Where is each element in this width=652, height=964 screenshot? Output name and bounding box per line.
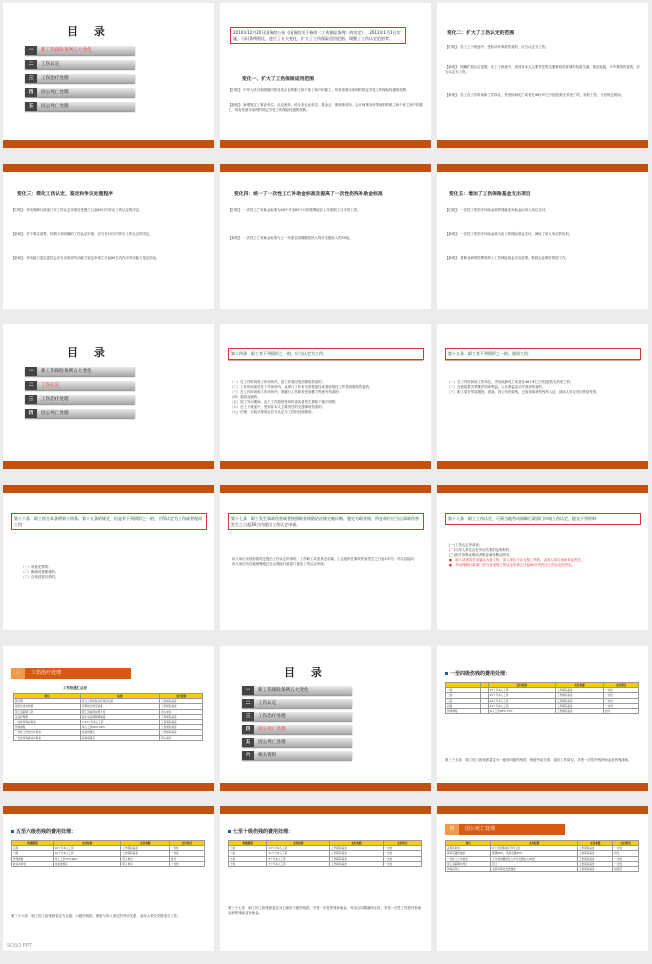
article-list bbox=[447, 380, 637, 395]
table-row: 八级 11个月本人工资 工伤保险基金 一次性 bbox=[229, 851, 422, 856]
list-item: （二）工作时间前后在工作场所内，从事与工作有关的预备性或者收尾性工作受到事故伤害的； bbox=[230, 385, 373, 389]
toc-title: 目 录 bbox=[67, 346, 111, 359]
slide-bottom-bar bbox=[220, 140, 431, 148]
article-list bbox=[21, 565, 201, 580]
slide-toc-3[interactable] bbox=[220, 646, 431, 791]
slide-disability-5-6[interactable] bbox=[3, 806, 214, 951]
list-item: （三）职工原在军队服役，因战、因公负伤致残，已取得革命伤残军人证，到用人单位后旧伤复发的。 bbox=[447, 390, 600, 394]
slide-disability-7-10[interactable] bbox=[220, 806, 431, 951]
article-paragraph: 用人单位未按前款规定提出工伤认定申请的，工伤职工或者其近亲属、工会组织在事故伤害发生之日起1年内，可以直接向用人单位所在地统筹地区社会保险行政部门提出工伤认定申请。 bbox=[232, 557, 414, 566]
slide-top-bar bbox=[220, 485, 431, 493]
toc-item-5[interactable]: 五 因公死亡处理 bbox=[25, 102, 135, 111]
new-rule-text-2: 【新规】：员工在工作时间和工作岗位，突发疾病死亡或者在48小时之内经抢救无效死亡的，视同工伤，与旧规定相同。 bbox=[445, 93, 624, 97]
section-header bbox=[445, 824, 565, 835]
list-item: （六）在上下班途中，受到非本人主要责任的交通事故伤害的； bbox=[230, 405, 325, 409]
article-note: 第三十六条 职工因工致残被鉴定为五级、六级伤残的，保留与用人单位的劳动关系，由用人单位安排适当工作。 bbox=[11, 914, 181, 918]
toc-item-1[interactable]: 一 新工伤保险条例五大变化 bbox=[25, 367, 135, 376]
table-row: 一次性工亡补助金 上年度城镇居民人均可支配收入20倍 工伤保险基金 一次性 bbox=[446, 856, 639, 861]
new-rule-text-2: 【新规】：将职业病预防费用纳入工伤保险基金支出范围，鼓励企业做好预防工作。 bbox=[445, 256, 569, 260]
list-item: （二）在抢险救灾等维护国家利益、公共利益活动中受到伤害的； bbox=[447, 385, 546, 389]
slide-bottom-bar bbox=[220, 461, 431, 469]
table-row: 九级 9个月本人工资 工伤保险基金 一次性 bbox=[229, 856, 422, 861]
toc-item-2[interactable]: 二 工伤认定 bbox=[25, 60, 135, 69]
list-item: （五）因工外出期间，由于工作原因受到伤害或者发生事故下落不明的； bbox=[230, 400, 339, 404]
slide-top-bar bbox=[220, 164, 431, 172]
slide-intro[interactable] bbox=[220, 3, 431, 148]
change-one-heading: 变化一、扩大了工伤保险适用范围 bbox=[242, 77, 314, 82]
table-row: 一次性伤残补助金 7-27个月本人工资 工伤保险基金 bbox=[14, 719, 203, 724]
slide-top-bar bbox=[437, 164, 648, 172]
list-item: (一)工伤认定申请表； bbox=[449, 543, 483, 547]
slide-top-bar bbox=[437, 485, 648, 493]
table-row: 五级 18个月本人工资 工伤保险基金 一次性 bbox=[12, 846, 205, 851]
old-rule-text: 【旧规】：一次性工伤医疗补助金和伤残就业补助金由用人单位支付。 bbox=[445, 208, 549, 212]
table-row: 就业补助金 按省级规定 用人单位 一次性 bbox=[12, 861, 205, 866]
table-row: 停工留薪期内死亡 同上 工伤保险基金 一次性 bbox=[446, 861, 639, 866]
list-item: (二)与用人单位存在劳动关系的证明材料； bbox=[449, 548, 513, 552]
table-row: 伤残津贴 本人工资70%-60% 用人单位 按月 bbox=[12, 856, 205, 861]
list-item: （三）自残或者自杀的。 bbox=[21, 575, 59, 579]
table-row: 四级 21个月本人工资 工伤保险基金 一次性 bbox=[446, 703, 639, 708]
death-table: 项目 支付标准 支付来源 支付形式 丧葬补助金 6个月统筹地区平均工资 工伤保险基金 一次性 供养亲属抚恤金 配偶40%，其他亲属30% 工伤保险基金 按月 一次性工亡补助金 上年度城镇居民人均可支配收入20倍 工伤保险基金 一次性 停工留薪期内死亡 同上 工伤保险基金 一次性 伤残后死亡 丧葬补助金及抚恤金 工伤保险基金 按规定 bbox=[445, 840, 639, 872]
watermark: SOSO PPT bbox=[7, 943, 32, 949]
table-row: 一级 27个月本人工资 工伤保险基金 一次性 bbox=[446, 688, 639, 693]
treatment-table: 项目 标准 支付渠道 医疗费 符合工伤保险诊疗项目目录 工伤保险基金 住院伙食补助费 统筹地区规定标准 工伤保险基金 停工留薪期工资 原工资福利待遇不变 用人单位 生活护理费 按生活自理障碍等级 工伤保险基金 一次性伤残补助金 7-27个月本人工资 工伤保险基金 伤残津贴 本人工资60%-90% 工伤保险基金 一次性工伤医疗补助金 按省级规定 工伤保险基金 一次性伤残就业补助金 按省级规定 用人单位 bbox=[13, 693, 203, 741]
table-row: 六级 16个月本人工资 工伤保险基金 一次性 bbox=[12, 851, 205, 856]
red-note: ● 职工或者其近亲属认为是工伤，用人单位不认为是工伤的，由用人单位承担举证责任。 bbox=[449, 558, 585, 562]
old-rule-text: 【旧规】：一次性工亡补助金标准为48个月至60个月的统筹地区上年度职工月平均工资。 bbox=[228, 208, 361, 212]
slide-top-bar bbox=[3, 164, 214, 172]
slide-toc-1[interactable] bbox=[3, 3, 214, 148]
table-row: 二级 25个月本人工资 工伤保险基金 一次性 bbox=[446, 693, 639, 698]
toc-item-2[interactable]: 二 工伤认定 bbox=[25, 381, 135, 390]
slide-bottom-bar bbox=[437, 461, 648, 469]
slide-toc-2[interactable] bbox=[3, 324, 214, 469]
change-two-heading: 变化二：扩大了工伤认定的范围 bbox=[447, 31, 515, 36]
slide-bottom-bar bbox=[437, 783, 648, 791]
intro-box: 2010年12月20日国务院公布《国务院关于修改〈工伤保险条例〉的决定》，2011年1月1日实施，与旧条例相比，进行了五大变化，扩大了工伤保险适用范围、调整了工伤认定范围等。 bbox=[230, 27, 406, 44]
table-row: 伤残津贴 本人工资60%-90% 工伤保险基金 bbox=[14, 725, 203, 730]
article-box: 第十八条 职工工伤认定，可到当地劳动保障行政部门申请工伤认定，提交下列材料： bbox=[445, 513, 641, 525]
toc-title: 目 录 bbox=[67, 25, 111, 38]
toc-item-3[interactable]: 三 工伤治疗处理 bbox=[25, 74, 135, 83]
list-item: （四）患职业病的； bbox=[230, 395, 261, 399]
list-item: （三）在工作时间和工作场所内，因履行工作职责受到暴力等意外伤害的； bbox=[230, 390, 342, 394]
toc-item-6[interactable]: 六 相关资料 bbox=[242, 751, 352, 760]
new-rule-text-2: 【新规】：劳动能力鉴定委员会应当自收到劳动能力鉴定申请之日起60日内作出劳动能力鉴定结论。 bbox=[11, 256, 160, 260]
slide-bottom-bar bbox=[437, 140, 648, 148]
disability-table: 伤残级别 支付标准 支付来源 支付形式 七级 13个月本人工资 工伤保险基金 一次性 八级 11个月本人工资 工伤保险基金 一次性 九级 9个月本人工资 工伤保险基金 一次性 十级 7个月本人工资 工伤保险基金 一次性 bbox=[228, 840, 422, 867]
table-row: 一次性伤残就业补助金 按省级规定 用人单位 bbox=[14, 735, 203, 740]
slide-top-bar bbox=[437, 806, 648, 814]
toc-item-1[interactable]: 一 新工伤保险条例五大变化 bbox=[242, 686, 352, 695]
old-rule-text: 【旧规】：员工上下班途中，受机动车事故伤害的，应当认定为工伤。 bbox=[445, 45, 549, 49]
table-row: 住院伙食补助费 统筹地区规定标准 工伤保险基金 bbox=[14, 704, 203, 709]
section-number: 四 bbox=[445, 824, 459, 835]
slide-change-three[interactable] bbox=[3, 164, 214, 309]
change-three-heading: 变化三：简化工伤认定、鉴定和争议处理程序 bbox=[17, 192, 113, 197]
slide-change-five[interactable] bbox=[437, 164, 648, 309]
table-row: 十级 7个月本人工资 工伤保险基金 一次性 bbox=[229, 861, 422, 866]
divider bbox=[228, 360, 423, 361]
slide-top-bar bbox=[3, 806, 214, 814]
list-item: （七）法律、行政法规规定应当认定为工伤的其他情形。 bbox=[230, 410, 315, 414]
list-item: （一）故意犯罪的； bbox=[21, 565, 52, 569]
table-row: 伤残津贴 本人工资90%-75% 工伤保险基金 按月 bbox=[446, 708, 639, 713]
section-title: 工伤治疗处理 bbox=[31, 670, 62, 676]
section-title: 因公死亡处理 bbox=[465, 826, 496, 832]
section-heading: 五至六级伤残的费用处理： bbox=[11, 828, 76, 835]
table-row: 七级 13个月本人工资 工伤保险基金 一次性 bbox=[229, 846, 422, 851]
slide-article-18[interactable] bbox=[437, 485, 648, 630]
article-note: 第三十七条 职工因工致残被鉴定为七级至十级伤残的，享受一次性伤残补助金，劳动合同期满终止时，享受一次性工伤医疗补助金和伤残就业补助金。 bbox=[228, 906, 422, 915]
red-note: ● 劳动保障行政部门应当自受理工伤认定申请之日起60日内作出工伤认定的决定。 bbox=[449, 563, 575, 567]
slide-bottom-bar bbox=[220, 783, 431, 791]
old-rule-text: 【旧规】：中华人民共和国境内的各类企业的职工和个体工商户的雇工，均有依照本条例的规定享受工伤保险待遇的权利。 bbox=[228, 88, 410, 92]
slide-bottom-bar bbox=[3, 783, 214, 791]
change-four-heading: 变化四：统一了一次性工亡补助金标准及提高了一次性伤残补助金标准 bbox=[234, 192, 383, 197]
slide-treatment-table[interactable] bbox=[3, 646, 214, 791]
toc-item-5[interactable]: 五 因公死亡处理 bbox=[242, 738, 352, 747]
new-rule-text: 【新规】：一次性工亡补助金标准为上一年度全国城镇居民人均可支配收入的20倍。 bbox=[228, 236, 353, 240]
article-note: 第三十五条 职工因工致残被鉴定为一级至四级伤残的，保留劳动关系，退出工作岗位，享受一次性伤残补助金及伤残津贴。 bbox=[445, 758, 632, 762]
section-heading: 七至十级伤残的费用处理： bbox=[228, 828, 293, 835]
toc-item-4[interactable]: 四 因公死亡处理 bbox=[242, 725, 352, 734]
new-rule-text: 【新规】：对于事实清楚、权利义务明确的工伤认定申请，应当在15日内作出工伤认定的决定。 bbox=[11, 232, 153, 236]
slide-change-four[interactable] bbox=[220, 164, 431, 309]
section-header bbox=[11, 668, 131, 679]
article-box: 第十五条 职工有下列情形之一的，视同工伤： bbox=[445, 348, 641, 360]
slide-article-15[interactable] bbox=[437, 324, 648, 469]
slide-change-two[interactable] bbox=[437, 3, 648, 148]
slide-bottom-bar bbox=[3, 140, 214, 148]
table-row: 停工留薪期工资 原工资福利待遇不变 用人单位 bbox=[14, 709, 203, 714]
slide-disability-1-4[interactable] bbox=[437, 646, 648, 791]
list-item: （一）在工作时间和工作场所内，因工作原因受到事故伤害的； bbox=[230, 380, 325, 384]
list-item: （二）醉酒或者吸毒的； bbox=[21, 570, 59, 574]
toc-item-3[interactable]: 三 工伤治疗处理 bbox=[242, 712, 352, 721]
divider bbox=[445, 360, 640, 361]
disability-table: 支付标准 支付来源 支付形式 一级 27个月本人工资 工伤保险基金 一次性 二级 25个月本人工资 工伤保险基金 一次性 三级 23个月本人工资 工伤保险基金 一次性 四级 21个月本人工资 工伤保险基金 一次性 伤残津贴 本人工资90%-75% 工伤保险基金 按月 bbox=[445, 682, 639, 714]
article-box: 第十七条 职工发生事故伤害或者按照职业病防治法规定被诊断、鉴定为职业病，所在单位应当自事故伤害发生之日起30日内提出工伤认定申请。 bbox=[228, 513, 424, 530]
table-row: 医疗费 符合工伤保险诊疗项目目录 工伤保险基金 bbox=[14, 699, 203, 704]
slide-top-bar bbox=[220, 806, 431, 814]
slide-article-17[interactable] bbox=[220, 485, 431, 630]
toc-item-2[interactable]: 二 工伤认定 bbox=[242, 699, 352, 708]
slide-top-bar bbox=[3, 485, 214, 493]
section-number: 三 bbox=[11, 668, 25, 679]
slide-article-16[interactable] bbox=[3, 485, 214, 630]
slide-bottom-bar bbox=[3, 461, 214, 469]
change-five-heading: 变化五：增加了工伤保险基金支出项目 bbox=[449, 192, 531, 197]
slide-article-14[interactable] bbox=[220, 324, 431, 469]
table-row: 伤残后死亡 丧葬补助金及抚恤金 工伤保险基金 按规定 bbox=[446, 866, 639, 871]
section-heading: 一至四级伤残的费用处理： bbox=[445, 670, 510, 677]
table-row: 生活护理费 按生活自理障碍等级 工伤保险基金 bbox=[14, 714, 203, 719]
slide-death-handling[interactable] bbox=[437, 806, 648, 951]
table-row: 一次性工伤医疗补助金 按省级规定 工伤保险基金 bbox=[14, 730, 203, 735]
disability-table: 伤残级别 支付标准 支付来源 支付形式 五级 18个月本人工资 工伤保险基金 一次性 六级 16个月本人工资 工伤保险基金 一次性 伤残津贴 本人工资70%-60% 用人单位 按月 就业补助金 按省级规定 用人单位 一次性 bbox=[11, 840, 205, 867]
old-rule-text: 【旧规】：劳动保障行政部门对工伤认定申请在受理之日起60日内作出工伤认定的决定。 bbox=[11, 208, 143, 212]
toc-item-4[interactable]: 四 因公死亡处理 bbox=[25, 409, 135, 418]
table-row: 丧葬补助金 6个月统筹地区平均工资 工伤保险基金 一次性 bbox=[446, 846, 639, 851]
new-rule-text: 【新规】：明确扩展认定范围，在上下班途中，受到非本人主要责任的交通事故或者城市轨道交通、客运轮渡、火车事故伤害的，应当认定为工伤。 bbox=[445, 65, 640, 74]
new-rule-text: 【新规】：新增规定了事业单位、社会团体、民办非企业单位、基金会、律师事务所、会计师事务所等组织的职工和个体工商户的雇工，均有依照本条例的规定享受工伤保险待遇的权利。 bbox=[228, 103, 423, 112]
toc-title: 目 录 bbox=[284, 666, 328, 679]
table-row: 三级 23个月本人工资 工伤保险基金 一次性 bbox=[446, 698, 639, 703]
toc-item-3[interactable]: 三 工伤治疗处理 bbox=[25, 395, 135, 404]
toc-item-1[interactable]: 一 新工伤保险条例五大变化 bbox=[25, 46, 135, 55]
table-title: 工伤待遇汇总表 bbox=[63, 686, 87, 690]
new-rule-text: 【新规】：一次性工伤医疗补助金改为由工伤保险基金支付，减轻了用人单位的负担。 bbox=[445, 232, 573, 236]
article-list bbox=[230, 380, 420, 415]
toc-item-4[interactable]: 四 因公死亡处理 bbox=[25, 88, 135, 97]
article-box: 第十四条 职工有下列情形之一的，应当认定为工伤： bbox=[228, 348, 424, 360]
list-item: （一）在工作时间和工作岗位，突发疾病死亡或者在48小时之内经抢救无效死亡的； bbox=[447, 380, 574, 384]
article-box: 第十六条 职工符合本条例第十四条、第十五条的规定，但是有下列情形之一的，不得认定为工伤或者视同工伤： bbox=[11, 513, 207, 530]
article-list bbox=[449, 543, 634, 568]
table-row: 供养亲属抚恤金 配偶40%，其他亲属30% 工伤保险基金 按月 bbox=[446, 851, 639, 856]
list-item: (三)医疗诊断证明或者职业病诊断证明书。 bbox=[449, 553, 513, 557]
